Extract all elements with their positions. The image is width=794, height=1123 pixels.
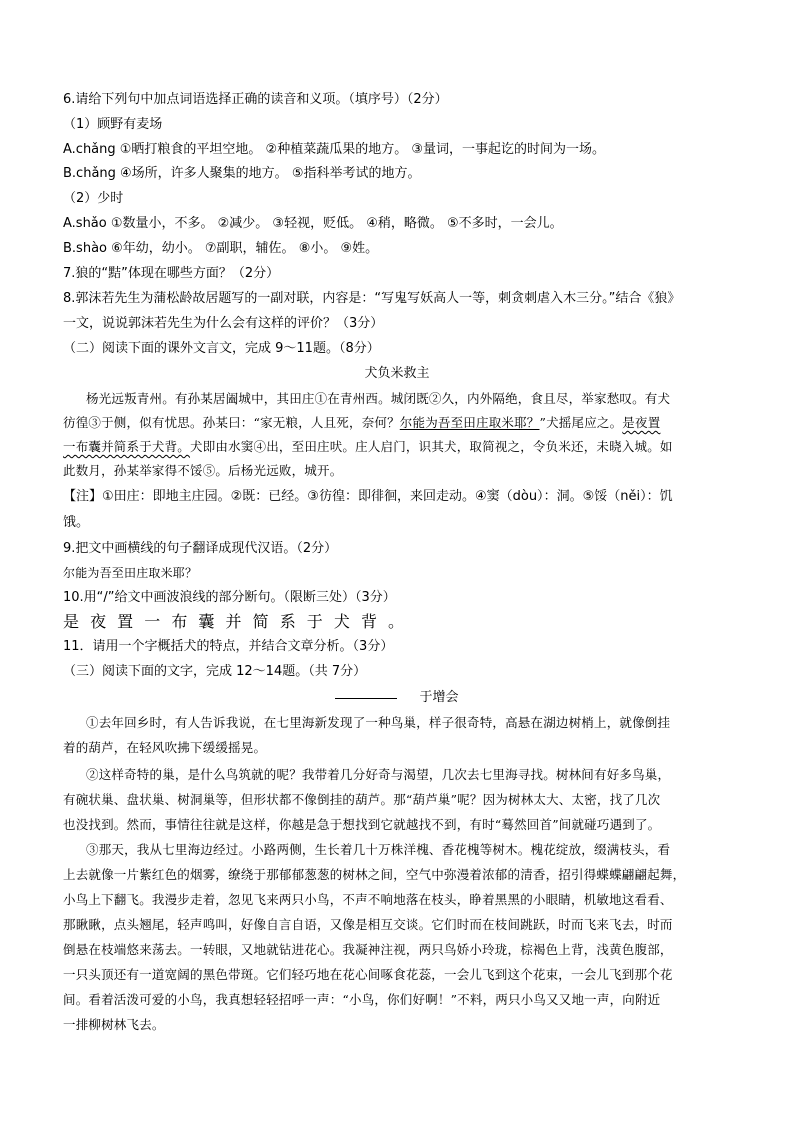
part3-heading: （三）阅读下面的文字，完成 12～14题。（共 7分） — [63, 664, 367, 679]
q6-sub2: （2）少时 — [63, 191, 124, 206]
story-line-1: 杨光远叛青州。有孙某居阖城中，其田庄①在青州西。城闭既②久，内外隔绝，食且尽，举家愁叹。有犬 — [86, 391, 671, 406]
essay-line: 也没找到。然而，事情往往就是这样，你越是急于想找到它就越找不到，有时“蓦然回首”间就碰巧遇到了。 — [63, 817, 661, 832]
story-line-2a: 彷徨③于侧，似有忧思。孙某曰：“家无粮，人且死，奈何？ — [63, 415, 400, 430]
q6-sub1-option-a: A.chǎng ①晒打粮食的平坦空地。 ②种植菜蔬瓜果的地方。 ③量词，一事起讫的时间为一场。 — [63, 142, 606, 157]
story-line-3b: 犬即由水窦④出，至田庄吠。庄人启门，识其犬，取简视之，令负米还，未晓入城。如 — [190, 439, 673, 454]
q10-sentence: 是 夜 置 一 布 囊 并 简 系 于 犬 背 。 — [63, 612, 408, 631]
part2-heading: （二）阅读下面的课外文言文，完成 9～11题。（8分） — [63, 341, 380, 356]
underlined-sentence: 尔能为吾至田庄取米耶？ — [399, 415, 540, 430]
essay-line: 小鸟上下翻飞。我漫步走着，忽见飞来两只小鸟，不声不响地落在枝头，睁着黑黑的小眼睛，机敏地这看看、 — [63, 892, 673, 907]
notes-line-2: 饿。 — [63, 515, 90, 530]
q6-sub1-option-b: B.chǎng ④场所，许多人聚集的地方。 ⑤指科举考试的地方。 — [63, 166, 421, 181]
essay-line: 上去就像一片紫红色的烟雾，缭绕于那郁郁葱葱的树林之间，空气中弥漫着浓郁的清香，招引得蝶蝶翩翩起舞， — [63, 867, 686, 882]
essay-line: ①去年回乡时，有人告诉我说，在七里海新发现了一种鸟巢，样子很奇特，高悬在湖边树梢上，就像倒挂 — [86, 715, 671, 730]
story-line-2 — [63, 414, 660, 432]
q8-line1: 8.郭沫若先生为蒲松龄故居题写的一副对联，内容是：“写鬼写妖高人一等，刺贪刺虐入木三分。”结合《狼》 — [63, 291, 681, 306]
title-blank — [335, 697, 397, 699]
q6-stem: 6.请给下列句中加点词语选择正确的读音和义项。（填序号）（2分） — [63, 92, 448, 107]
notes-line-1: 【注】①田庄：即地主庄园。②既：已经。③彷徨：即徘徊，来回走动。④窦（dòu）：洞。⑤馁（něi）：饥 — [63, 489, 673, 504]
essay-author: 于增会 — [419, 690, 459, 705]
essay-line: 一只头顶还有一道宽阔的黑色带斑。它们轻巧地在花心间啄食花蕊，一会儿飞到这个花束，一会儿飞到那个花 — [63, 967, 673, 982]
essay-line: 一排柳树林飞去。 — [63, 1017, 165, 1032]
essay-title-line — [0, 689, 794, 707]
essay-line: 着的葫芦，在轻风吹拂下缓缓摇晃。 — [63, 740, 267, 755]
essay-line: ③那天，我从七里海边经过。小路两侧，生长着几十万株洋槐、香花槐等树木。槐花绽放，缀满枝头，看 — [86, 842, 671, 857]
q6-sub1: （1）顾野有麦场 — [63, 117, 163, 132]
q8-line2: 一文，说说郭沫若先生为什么会有这样的评价？（3分） — [63, 316, 384, 331]
q6-sub2-option-a: A.shǎo ①数量小，不多。 ②减少。 ③轻视，贬低。 ④稍，略微。 ⑤不多时，一会儿。 — [63, 216, 563, 231]
q9-sentence: 尔能为吾至田庄取米耶？ — [63, 566, 198, 580]
q7: 7.狼的“黠”体现在哪些方面？（2分） — [63, 266, 280, 281]
q11: 11．请用一个字概括犬的特点，并结合文章分析。（3分） — [63, 639, 394, 654]
essay-line: 有碗状巢、盘状巢、树洞巢等，但形状都不像倒挂的葫芦。那“葫芦巢”呢？因为树林太大、太密，找了几次 — [63, 792, 661, 807]
wavy-sentence-part2: 一布囊并简系于犬背。 — [63, 439, 191, 454]
essay-line: 倒悬在枝端悠来荡去。一转眼，又地就钻进花心。我凝神注视，两只鸟娇小玲珑，棕褐色上背，浅黄色腹部， — [63, 942, 673, 957]
essay-line: 那瞅瞅，点头翘尾，轻声鸣叫，好像自言自语，又像是相互交谈。它们时而在枝间跳跃，时而飞来飞去，时而 — [63, 917, 673, 932]
story-line-3 — [63, 438, 673, 456]
q6-sub2-option-b: B.shào ⑥年幼，幼小。 ⑦副职，辅佐。 ⑧小。 ⑨姓。 — [63, 241, 379, 256]
story-line-4: 此数月，孙某举家得不馁⑤。后杨光远败，城开。 — [63, 463, 343, 478]
essay-line: ②这样奇特的巢，是什么鸟筑就的呢？我带着几分好奇与渴望，几次去七里海寻找。树林间有好多鸟巢， — [86, 767, 671, 782]
wavy-sentence-part1: 是夜置 — [622, 415, 661, 430]
q9: 9.把文中画横线的句子翻译成现代汉语。（2分） — [63, 541, 338, 556]
story-title: 犬负米救主 — [364, 366, 430, 381]
story-line-2c: ”犬摇尾应之。 — [539, 415, 623, 430]
q10: 10.用“/”给文中画波浪线的部分断句。（限断三处）（3分） — [63, 590, 396, 605]
essay-line: 间。看着活泼可爱的小鸟，我真想轻轻招呼一声：“小鸟，你们好啊！”不料，两只小鸟又又地一声，向附近 — [63, 992, 661, 1007]
